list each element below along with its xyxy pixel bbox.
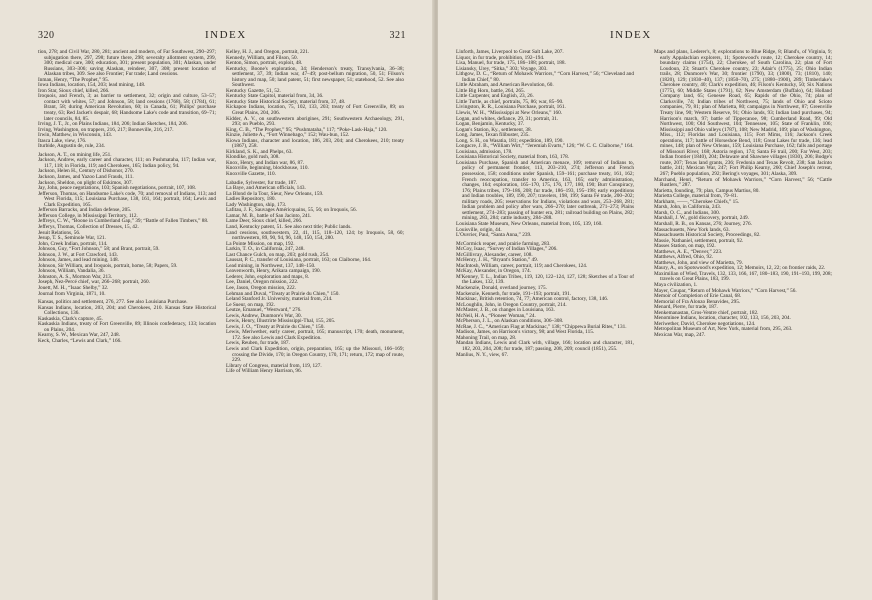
index-entry: Maury, A., on Spotswood's expedition, 12; Memoirs, 12, 22; on frontier raids, 22.: [654, 265, 826, 272]
index-entry: MacIntosh, William, career, portrait, 119; and Cherokees, 124.: [456, 262, 588, 269]
index-entry: La Blond de la Tour, Sieur, New Orleans, 159.: [226, 190, 324, 197]
index-entry: Knoxville, beginning, blockhouse, 110.: [226, 165, 309, 172]
index-entry: Jeffreys, C. W., “Boone in Cumberland Gap,” 39; “Battle of Fallen Timbers,” 88.: [38, 218, 209, 225]
index-entry: Lisa, Manuel, fur trade, 175, 186–188; portrait, 188.: [456, 60, 566, 67]
index-entry: Masses Station, on map, 192.: [654, 243, 716, 250]
index-entry: tion, 278; and Civil War, 280, 281; ancient and modern, of Far Southwest, 290–297; subjugation there, 297, 298; future there, 298; severalty allotment system, 299, 300; medical care, 300; education, 301; present population, 301; Alaskan, under Russians, 303–306; saving Alaskan, reindeer, 307, 308; present location of Alaskan tribes, 309. See also Frontier; Fur trade; Land cessions.: [38, 49, 216, 78]
index-entry: McCoy, Isaac, “Survey of Indian Villages,” 206.: [456, 246, 558, 253]
index-entry: Kidder, A. V., on southwestern aborigines, 291; Southwestern Archaeology, 291, 293; on Pueblo, 293.: [226, 115, 404, 128]
index-entry: Iron Star, Sioux chief, killed, 266.: [38, 87, 110, 94]
index-entry: Marchand, Henri, “Return of Mohawk Warriors,” “Corn Harvest,” 56; “Cattle Rustlers,” 287.: [654, 176, 832, 189]
index-entry: Life of William Henry Harrison, 96.: [226, 368, 302, 375]
index-entry: Ladies Repository, 180.: [226, 196, 276, 203]
index-entry: McMaster, J. B., on changes in Louisiana, 163.: [456, 307, 555, 314]
index-entry: Kelley, H. J., and Oregon, portrait, 221.: [226, 49, 310, 55]
index-entry: Mackinac, British retention, 74, 77; American control, factory, 138, 146.: [456, 296, 609, 303]
index-entry: L'Ouvrier, Paul, “Santa Anna,” 239.: [456, 232, 532, 239]
index-entry: Marshall, R. B., on Kansas, 276; Journey, 276.: [654, 220, 752, 227]
index-entry: Little Turtle, as chief, portraits, 75, 86; war, 85–90.: [456, 98, 564, 105]
index-entry: Lame Deer, Sioux chief, killed, 266.: [226, 218, 303, 225]
page-heading: INDEX: [205, 29, 247, 41]
index-entry: Labadie, Sylvester, fur trade, 187.: [226, 179, 298, 186]
index-column: [456, 50, 634, 358]
index-entry: Matthews, A. E., “Denver,” 223.: [654, 248, 723, 255]
index-entry: McNeil, H. A., “Pioneer Woman,” 24.: [456, 312, 536, 319]
index-entry: McLoughlin, John, in Oregon Country, portrait, 214.: [456, 301, 567, 308]
index-entry: Kinzie, Juliette A., “Fort Winnebago,” 152; Wau-bun, 152.: [226, 132, 350, 139]
index-entry: Lee, Jason, Oregon mission, 222.: [226, 284, 296, 291]
index-entry: Johnson, J. W., at Fort Crawford, 143.: [38, 251, 118, 258]
index-entry: Lady Washington, ship, 173.: [226, 201, 287, 208]
index-entry: Louisville, origin, 44.: [456, 226, 502, 233]
index-entry: Little Carpenter, and English, 23, 26.: [456, 93, 534, 100]
index-entry: Jefferson, Thomas, on Handsome Lake's code, 70; and removal of Indians, 113; and West Florida, 115; Louisiana Purchase, 138, 161, 164; portrait, 164; Lewis and Clark Expedition, 165.: [38, 190, 216, 208]
index-entry: Memoir of Completion of Erie Canal, 68.: [654, 293, 742, 300]
index-entry: Madison, James, on Harrison's victory, 98; and West Florida, 115.: [456, 329, 595, 336]
index-entry: Knox, Henry, and Indian war, 86, 87.: [226, 159, 305, 166]
index-entry: Metropolitan Museum of Art, New York, material from, 295, 263.: [654, 326, 793, 333]
index-entry: La Pointe Mission, on map, 192.: [226, 240, 295, 247]
index-entry: Johnston, A. S., Mormon War, 213.: [38, 273, 113, 280]
index-column: [38, 50, 216, 344]
index-entry: Kansas Indians, location, 203, 204; and Cherokees, 210. Kansas State Historical Collections, 136.: [38, 304, 216, 317]
index-entry: Jesup, T. S., Seminole War, 121.: [38, 235, 106, 242]
index-entry: Kentucky, Boone's exploration, 34; Henderson's treaty, Transylvania, 36–38; settlement, 37, 39; Indian war, 47–49; post-bellum migration, 50, 51; Filson's history and map, 50; land patent, 51; first newspaper, 51; statehood, 52. See also Southwest.: [226, 65, 404, 89]
index-entry: Kenton, Simon, portrait, exploit, 48.: [226, 60, 303, 67]
index-entry: Livingston, R. R., Louisiana Purchase, portrait, 161.: [456, 104, 566, 111]
index-entry: Lewis, Meriwether, early career, portrait, 165; manuscript, 170; death, monument, 172. See also Lewis and Clark Expedition.: [226, 329, 404, 341]
index-entry: Mayer, Coupar, “Return of Mohawk Warriors,” “Corn Harvest,” 56.: [654, 287, 797, 294]
index-entry: Louisiana Purchase, Spanish and American menace, 109; removal of Indians to, policy of permanent frontier, 113, 203–210, 274; Jefferson and French possession, 158; conditions under Spanish, 159–161; purchase treaty, 161, 162; French reoccupation, transfer to America, 163, 165; early administration, changes, 164; exploration, 165–170, 175, 176, 177, 180, 190; Burr Conspiracy, 176; Plains tribes, 179–186, 208; fur trade, 186–193, 195–198; early expeditions and Indian troubles, 189, 190, 207; travelers, 198, 199; Santa Fé trade, 200–202; military roads, 205; reservations for Indians, violations and wars, 253–268, 281; Indian problem and policy after wars, 266–270; later outbreak, 271–273; Plains settlement, 274–283; passing of hunter era, 281; railroad building on Plains, 282; mining, 283, 284; cattle industry, 284–288.: [456, 159, 634, 222]
index-entry: Inman, Henry, “The Prophet,” 95.: [38, 76, 110, 83]
index-entry: Matthews, Alfred, Ohio, 92.: [654, 254, 714, 261]
index-entry: Long, S. H., on Wasatia, 181; expedition, 189, 190.: [456, 137, 564, 144]
index-entry: Lewis and Clark Expedition, origin, preparation, 165; up the Missouri, 166–169; crossing the Divide, 170; in Oregon Country, 170, 171; return, 172; map of route, 229.: [226, 345, 404, 364]
index-entry: Maps and plans, Lederer's, 8; explorations to Blue Ridge, 8; Bland's, of Virginia, 9; early Appalachian explorers, 11; Spotswood's route, 12; Cherokee country, 14; boundary claims (1754), 22; Cherokee, of South Carolina, 22; plan of Fort Loudoun, 23; Stuart's Cherokee country, 23; Adair's (1775), 25; Ohio Indian trails, 28; Dunmore's War, 30; frontier (1790), 33; (1800), 73; (1810), 140; (1820), 129; (1830–40), 137; (1850–70), 275; (1880–1900), 289; Timberlake's Cherokee country, 40; Clark's expedition, 46; Filson's Kentucky, 50; Six Nations (1775), 60; Middle States (1791), 62; New Amsterdam (Buffalo), 64; Holland Company land, 65; Genesee Road, 65; Rapids of the Ohio, 74; plan of Clarksville, 74; Indian tribes of Northwest, 75; lands of Ohio and Scioto companies, 79, 81; plan of Marietta, 80; campaigns in Northwest, 87; Greenville Treaty line, 90; Western Reserve, 91; Ohio lands, 93; Indian land purchases, 94; Harrison's march, 97; battle of Tippecanoe, 98; Cumberland Road, 99; Old Northwest, 100; Old Southwest, 104; Tennessee, 105; State of Franklin, 106; Mississippi and Ohio valleys (1787), 108; New Madrid, 109; plan of Washington, Miss., 112; Floridas and Louisiana, 115; Fort Mims, 116; Jackson's Creek operations, 117; battle of Horseshoe Bend, 118; Great Lakes fur trade, 136; lead mines, 148; plan of New Orleans, 159; Louisiana Purchase, 162; falls and portage of Missouri River, 168; Astoria region, 174; Santa Fé trail, 200; Far West, 203; Indian frontier (1840), 204; Delaware and Shawnee villages (1830), 206; Bodge's route, 207; Texas land grants, 236; Fredonia and Texas Revolt, 238; San Jacinto battle, 241; Mexican War, 247; Fort Philip Kearny, 260; Chief Joseph's retreat, 267; Pueblo population, 292; Bering's voyages, 301; Alaska, 309.: [654, 49, 832, 178]
index-entry: Memorial of Fra Alonzo Benavides, 295.: [654, 298, 741, 305]
index-entry: Lewis, Henry, Illustrirte Mississippi-Thal, 155, 205.: [226, 318, 336, 325]
index-entry: Meriwether, David, Cherokee negotiations, 124.: [654, 320, 756, 327]
index-entry: Menard, Pierre, fur trade, 187.: [654, 304, 718, 311]
index-entry: Lithgow, D. C., “Return of Mohawk Warriors,” “Corn Harvest,” 56; “Cleveland and Indian Chief,” 80.: [456, 71, 634, 83]
index-entry: Jefferys, Thomas, Collection of Dresses, 15, 42.: [38, 223, 139, 230]
index-entry: Jackson, A. T., on mining life, 251.: [38, 151, 112, 158]
index-entry: Itasca Lake, view, 176.: [38, 137, 87, 144]
index-entry: Little Big Horn, battle, 264, 265.: [456, 87, 525, 94]
index-entry: Leutze, Emanuel, “Westward,” 276.: [226, 307, 302, 314]
index-entry: McCormick reaper, and prairie farming, 283.: [456, 240, 551, 247]
index-entry: La Baye, and American officials, 143.: [226, 185, 306, 192]
index-entry: Jackson, Helen H., Century of Dishonor, 270.: [38, 168, 134, 175]
index-entry: Massie, Nathaniel, settlement, portrait, 92.: [654, 237, 744, 244]
left-page: [0, 0, 434, 600]
index-entry: Iturbide, Augustin de, rule, 234.: [38, 143, 106, 150]
index-entry: Land, Kentucky patent, 51. See also next title; Public lands.: [226, 223, 352, 230]
index-entry: Leland Stanford Jr. University, material from, 214.: [226, 296, 333, 303]
index-entry: Johnson, William, Vandalia, 36.: [38, 268, 105, 275]
index-entry: Kennedy, William, and Filson, 50.: [226, 54, 298, 61]
index-entry: Le Sueur, on map, 192.: [226, 301, 275, 308]
index-entry: Irving, Washington, on trappers, 216, 217; Bonneville, 216, 217.: [38, 126, 174, 133]
index-entry: Long, James, Texan filibuster, 235.: [456, 132, 530, 139]
index-entry: McPherson, J. L., on Alaskan conditions, 306–308.: [456, 318, 564, 325]
index-entry: Lewis, Reuben, fur trade, 187.: [226, 340, 290, 347]
index-entry: Menkemanastan, Gros-Ventre chief, portrait, 182.: [654, 309, 759, 316]
index-entry: Mahoning Trail, on map, 28.: [456, 334, 517, 341]
index-entry: Kentucky State Historical Society, material from, 37, 48.: [226, 98, 346, 105]
index-entry: Joseph, Nez-Percé chief, war, 266–268; portrait, 260.: [38, 279, 150, 286]
index-entry: M'Kenney, T. L., Indian Tribes, 119, 120, 122–124, 127, 128; Sketches of a Tour of the Lakes, 132, 139.: [456, 273, 634, 286]
index-entry: Marsh, John, in California, 243.: [654, 204, 722, 211]
index-entry: Johnson, Guy, “Fort Johnson,” 58; and Brant, portrait, 59.: [38, 246, 160, 253]
index-entry: Last Chance Gulch, on map, 203; gold rush, 254.: [226, 251, 330, 258]
index-entry: Maximilian of Wied, Travels, 132, 133, 166, 167, 180–183, 190, 191–193, 199, 208; travels on Great Plains, 183, 199.: [654, 270, 832, 283]
index-entry: Louisiana, admission, 178.: [456, 148, 513, 155]
index-entry: Jouett, M. H., “Isaac Shelby,” 32.: [38, 284, 109, 291]
page-number: 321: [389, 30, 406, 41]
index-entry: Jackson, Sheldon, on plight of Eskimos, 307.: [38, 179, 133, 186]
index-entry: Johnson, Sir William, and Iroquois, portrait, home, 58; Papers, 59.: [38, 262, 178, 269]
index-entry: Klondike, gold rush, 308.: [226, 154, 280, 161]
index-entry: Kentucky Gazette, 51, 52.: [226, 87, 281, 94]
index-entry: Journal from Virginia, 1871, 10.: [38, 290, 106, 297]
index-entry: Land cessions, southwestern, 22, 41, 115, 118–120, 124; by Iroquois, 58, 60; northwestern, 89, 90, 94, 96, 148, 150, 154, 280.: [226, 229, 404, 242]
index-entry: Kentucky State Capitol, material from, 34, 36.: [226, 93, 324, 100]
index-entry: McGillivray, Alexander, career, 108.: [456, 251, 533, 258]
index-entry: Keck, Charles, “Lewis and Clark,” 166.: [38, 337, 122, 344]
index-entry: Lisiansky, Urey, “Sitka,” 303; Voyage, 303.: [456, 65, 548, 72]
index-entry: Markham, ——, “Cherokee Chiefs,” 15.: [654, 198, 740, 205]
index-entry: Iroquois, and French, 3; as barrier to settlement, 32; origin and culture, 53–57; contact with whites, 57; and Johnson, 58; land cessions (1768), 58; (1784), 61; Brant, 58; during American Revolution, 60; in Canada, 61; Philips' purchase treaty, 63; Red Jacket's despair, 68; Handsome Lake's code and transition, 69–71; later councils, 84, 85.: [38, 93, 216, 122]
index-entry: Marietta, founding, 79; plan, Campus Martius, 80.: [654, 187, 760, 194]
index-entry: Library of Congress, material from, 119, 127.: [226, 362, 322, 369]
index-entry: Massachusetts Historical Society, Proceedings, 82.: [654, 232, 761, 239]
index-entry: Iowa Indians, location, 154, 203; lead mining, 148.: [38, 82, 146, 89]
index-entry: Jefferson Barracks, and Indian defense, 205.: [38, 207, 132, 214]
index-entry: Lee, Daniel, Oregon mission, 222.: [226, 279, 299, 286]
index-entry: Jay, John, peace negotiations, 103; Spanish negotiations, portrait, 107, 108.: [38, 185, 197, 192]
index-entry: Lewis, Andrew, Dunmore's War, 30.: [226, 312, 302, 319]
index-column: [654, 50, 832, 338]
index-entry: Maya civilization, 1.: [654, 281, 698, 288]
index-entry: McHenry, J. H., “Bryant's Station,” 49.: [456, 257, 539, 264]
index-entry: Mandan Indians, Lewis and Clark with, village, 166; location and character, 181, 182, 203, 204, 208; fur trade, 187; passing, 208, 209; council (1851), 255.: [456, 340, 634, 352]
index-entry: Kirkland, S. K., and Phelps, 63.: [226, 148, 293, 155]
index-entry: Jesuit Relations, 56.: [38, 229, 81, 236]
index-entry: Lederer, John, exploration and maps, 8.: [226, 273, 310, 280]
index-entry: Menominee Indians, location, character, 102, 133, 156, 203, 204.: [654, 315, 791, 322]
index-entry: Llewis, W. H., “Mississippi at New Orleans,” 160.: [456, 110, 563, 117]
index-entry: Kansas, politics and settlement, 276, 277. See also Louisiana Purchase.: [38, 299, 188, 306]
index-entry: Kickapoo Indians, location, 75, 102, 133, 203; treaty of Fort Greenville, 89; on Great Plains, 204, 206.: [226, 104, 404, 117]
index-entry: Kaskaskia, Clark's capture, 45.: [38, 315, 103, 322]
index-entry: Leavenworth, Henry, Arikara campaign, 190.: [226, 268, 321, 275]
index-entry: Kiowa Indians, character and location, 186, 203, 204; and Cherokees, 210; treaty (1867), 258.: [226, 137, 404, 150]
index-column: [226, 50, 404, 375]
index-entry: Lead mining, in Northwest, 137, 148–150.: [226, 262, 316, 269]
right-page: [389, 0, 872, 600]
index-entry: Knoxville Gazette, 110.: [226, 171, 276, 178]
index-entry: Laussat, P. C., transfer of Louisiana, portrait, 163; on Claiborne, 164.: [226, 257, 372, 264]
index-entry: McRae, J. C., “American Flag at Mackinac,” 138; “Chippewa Burial Rites,” 131.: [456, 323, 627, 330]
index-entry: Mackenzie, Kenneth, fur trade, 191–193; portrait, 191.: [456, 290, 572, 297]
index-entry: Marietta College, material from, 79–81.: [654, 193, 738, 200]
index-entry: Jackson, Andrew, early career and character, 111; on Pushmataha, 117; Indian war, 117, 118; in Florida, 119; and Cherokees, 165; Indian policy, 94.: [38, 157, 216, 169]
index-entry: Logan, Benjamin, Kentucky, 37.: [456, 121, 525, 128]
index-entry: Irving, J. T., Jr., on Plains Indians, 184, 206; Indian Sketches, 184, 206.: [38, 121, 188, 128]
index-entry: Kearny, S. W., Mexican War, 247, 248.: [38, 332, 120, 339]
index-entry: McKay, Alexander, in Oregon, 174.: [456, 268, 531, 275]
page-heading: INDEX: [610, 29, 652, 41]
index-entry: Matthews, John, and view of Marietta, 79.: [654, 259, 743, 266]
index-entry: Johnson, James, and lead mining, 148.: [38, 257, 119, 264]
index-entry: Lehman and Duval, “Treaty at Prairie du Chien,” 150.: [226, 290, 340, 297]
index-entry: Massachusetts, New York lands, 63.: [654, 226, 730, 233]
index-entry: Mexican War, map, 247.: [654, 331, 706, 338]
index-entry: Lewis, J. O., “Treaty at Prairie du Chien,” 150.: [226, 323, 325, 330]
index-entry: Longacre, J. B., “William Wirt,” “Jeremiah Evarts,” 126; “W. C. C. Claiborne,” 164.: [456, 143, 634, 150]
index-entry: Jackson, James, and Yazoo Land Frauds, 111.: [38, 174, 134, 181]
index-entry: Kaskaskia Indians, treaty of Fort Greenville, 89; Illinois confederacy, 133; location on Plains, 204.: [38, 321, 216, 333]
index-entry: Irwin, Matthew, in Wisconsin, 143.: [38, 132, 113, 139]
index-entry: John, Creek Indian, portrait, 114.: [38, 240, 108, 247]
index-entry: Jefferson College, in Mississippi Territory, 112.: [38, 212, 138, 219]
index-entry: Linforth, James, Liverpool to Great Salt Lake, 207.: [456, 49, 564, 55]
index-entry: Little Abraham, and American Revolution, 60.: [456, 82, 554, 89]
index-entry: King, C. B., “The Prophet,” 95; “Pushmataha,” 117; “Poke-Lask-Haja,” 120.: [226, 126, 388, 133]
index-entry: Manlius, N. Y., view, 67.: [456, 351, 509, 358]
index-entry: Marshall, J. W., gold discovery, portrait, 249.: [654, 215, 749, 222]
index-entry: Louisiana Historical Society, material from, 163, 178.: [456, 154, 570, 161]
index-entry: Mackenzie, Donald, overland journey, 175.: [456, 284, 547, 291]
index-entry: Lafitau, J. F., Sauvages Américquains, 55, 56; on Iroquois, 56.: [226, 207, 357, 214]
index-entry: Lamar, M. B., battle of San Jacinto, 241.: [226, 212, 312, 219]
index-entry: Liquor, in fur trade, prohibition, 192–194.: [456, 54, 545, 61]
index-entry: Larkin, T. O., in California, 247, 248.: [226, 246, 305, 253]
index-entry: Logan's Station, Ky., settlement, 38.: [456, 126, 532, 133]
page-number: 320: [38, 30, 55, 41]
index-entry: Marsh, O. C., and Indians, 300.: [654, 209, 721, 216]
index-entry: Logan, and whites, defiance, 29, 31; portrait, 31.: [456, 115, 559, 122]
index-entry: Louisiana State Museum, New Orleans, material from, 105, 139, 160.: [456, 220, 603, 227]
